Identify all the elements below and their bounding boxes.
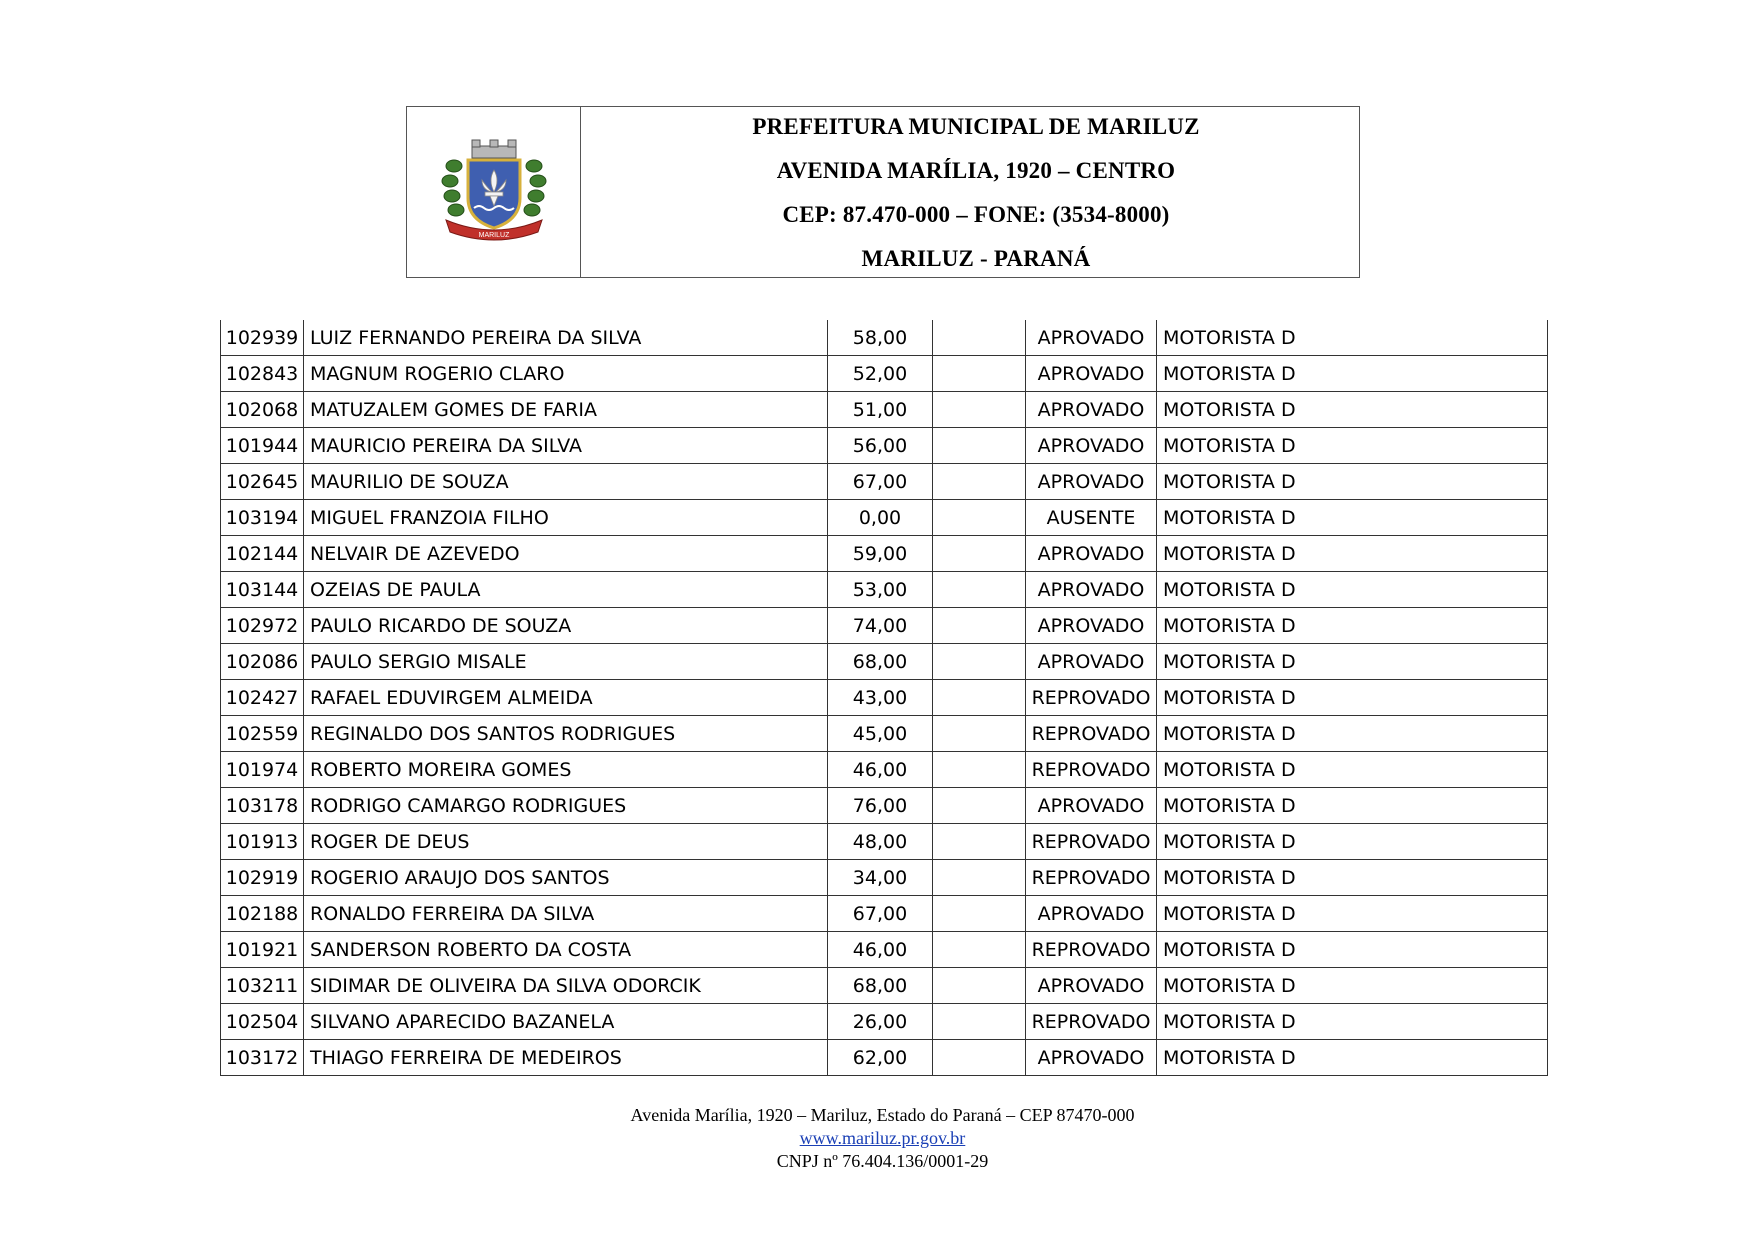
table-row [221,1004,1548,1040]
table-row [221,428,1548,464]
candidate-name-cell: RAFAEL EDUVIRGEM ALMEIDA [304,680,828,716]
candidate-id-cell: 102843 [221,356,304,392]
score-cell: 58,00 [828,320,933,356]
blank-cell [933,356,1026,392]
candidate-id-cell: 102919 [221,860,304,896]
blank-cell [933,788,1026,824]
score-cell: 56,00 [828,428,933,464]
candidate-id-cell: 101913 [221,824,304,860]
candidate-id-cell: 102939 [221,320,304,356]
status-cell: APROVADO [1026,1040,1157,1076]
blank-cell [933,608,1026,644]
status-cell: APROVADO [1026,644,1157,680]
candidate-name-cell: MATUZALEM GOMES DE FARIA [304,392,828,428]
candidate-id-cell: 102972 [221,608,304,644]
blank-cell [933,932,1026,968]
candidate-name-cell: MAURICIO PEREIRA DA SILVA [304,428,828,464]
blank-cell [933,896,1026,932]
blank-cell [933,1040,1026,1076]
status-cell: REPROVADO [1026,824,1157,860]
position-cell: MOTORISTA D [1157,644,1548,680]
table-row [221,788,1548,824]
crest-cell [407,107,581,277]
score-cell: 68,00 [828,644,933,680]
candidate-name-cell: RODRIGO CAMARGO RODRIGUES [304,788,828,824]
footer-website-link[interactable]: www.mariluz.pr.gov.br [799,1128,966,1148]
position-cell: MOTORISTA D [1157,536,1548,572]
results-table [220,320,1548,1076]
table-row [221,860,1548,896]
footer-cnpj: CNPJ nº 76.404.136/0001-29 [776,1151,989,1171]
table-row [221,464,1548,500]
score-cell: 34,00 [828,860,933,896]
status-cell: REPROVADO [1026,1004,1157,1040]
blank-cell [933,320,1026,356]
position-cell: MOTORISTA D [1157,968,1548,1004]
score-cell: 53,00 [828,572,933,608]
header-city-state: MARILUZ - PARANÁ [861,246,1091,271]
score-cell: 46,00 [828,932,933,968]
score-cell: 52,00 [828,356,933,392]
position-cell: MOTORISTA D [1157,716,1548,752]
candidate-name-cell: MAGNUM ROGERIO CLARO [304,356,828,392]
table-row [221,680,1548,716]
blank-cell [933,428,1026,464]
score-cell: 76,00 [828,788,933,824]
table-row [221,932,1548,968]
position-cell: MOTORISTA D [1157,1040,1548,1076]
table-row [221,536,1548,572]
position-cell: MOTORISTA D [1157,356,1548,392]
candidate-id-cell: 103211 [221,968,304,1004]
candidate-id-cell: 102504 [221,1004,304,1040]
blank-cell [933,572,1026,608]
score-cell: 67,00 [828,896,933,932]
status-cell: REPROVADO [1026,752,1157,788]
position-cell: MOTORISTA D [1157,1004,1548,1040]
candidate-name-cell: ROBERTO MOREIRA GOMES [304,752,828,788]
candidate-name-cell: PAULO SERGIO MISALE [304,644,828,680]
candidate-name-cell: ROGERIO ARAUJO DOS SANTOS [304,860,828,896]
position-cell: MOTORISTA D [1157,428,1548,464]
score-cell: 67,00 [828,464,933,500]
candidate-id-cell: 101921 [221,932,304,968]
table-row [221,320,1548,356]
table-row [221,356,1548,392]
score-cell: 0,00 [828,500,933,536]
candidate-name-cell: SIDIMAR DE OLIVEIRA DA SILVA ODORCIK [304,968,828,1004]
blank-cell [933,860,1026,896]
candidate-id-cell: 103144 [221,572,304,608]
position-cell: MOTORISTA D [1157,680,1548,716]
candidate-id-cell: 102188 [221,896,304,932]
position-cell: MOTORISTA D [1157,500,1548,536]
table-row [221,1040,1548,1076]
status-cell: APROVADO [1026,356,1157,392]
candidate-name-cell: MAURILIO DE SOUZA [304,464,828,500]
blank-cell [933,500,1026,536]
position-cell: MOTORISTA D [1157,320,1548,356]
score-cell: 45,00 [828,716,933,752]
candidate-name-cell: ROGER DE DEUS [304,824,828,860]
blank-cell [933,968,1026,1004]
status-cell: APROVADO [1026,320,1157,356]
results-table-body [221,320,1548,1076]
position-cell: MOTORISTA D [1157,464,1548,500]
position-cell: MOTORISTA D [1157,788,1548,824]
municipal-crest-logo [438,136,550,248]
blank-cell [933,716,1026,752]
candidate-id-cell: 102427 [221,680,304,716]
status-cell: APROVADO [1026,788,1157,824]
position-cell: MOTORISTA D [1157,860,1548,896]
table-row [221,824,1548,860]
score-cell: 48,00 [828,824,933,860]
status-cell: APROVADO [1026,608,1157,644]
candidate-name-cell: NELVAIR DE AZEVEDO [304,536,828,572]
blank-cell [933,1004,1026,1040]
candidate-name-cell: SILVANO APARECIDO BAZANELA [304,1004,828,1040]
blank-cell [933,680,1026,716]
letterhead [406,106,1360,278]
candidate-id-cell: 103178 [221,788,304,824]
table-row [221,572,1548,608]
table-row [221,968,1548,1004]
status-cell: REPROVADO [1026,932,1157,968]
status-cell: APROVADO [1026,392,1157,428]
status-cell: APROVADO [1026,428,1157,464]
table-row [221,608,1548,644]
candidate-name-cell: MIGUEL FRANZOIA FILHO [304,500,828,536]
blank-cell [933,392,1026,428]
status-cell: APROVADO [1026,536,1157,572]
candidate-id-cell: 102559 [221,716,304,752]
footer-address: Avenida Marília, 1920 – Mariluz, Estado do Paraná – CEP 87470-000 [630,1105,1135,1125]
status-cell: APROVADO [1026,464,1157,500]
table-row [221,392,1548,428]
table-row [221,716,1548,752]
candidate-name-cell: REGINALDO DOS SANTOS RODRIGUES [304,716,828,752]
status-cell: REPROVADO [1026,680,1157,716]
candidate-name-cell: RONALDO FERREIRA DA SILVA [304,896,828,932]
blank-cell [933,752,1026,788]
status-cell: APROVADO [1026,896,1157,932]
position-cell: MOTORISTA D [1157,896,1548,932]
candidate-name-cell: OZEIAS DE PAULA [304,572,828,608]
position-cell: MOTORISTA D [1157,932,1548,968]
header-address: AVENIDA MARÍLIA, 1920 – CENTRO [776,158,1176,183]
table-row [221,752,1548,788]
candidate-name-cell: THIAGO FERREIRA DE MEDEIROS [304,1040,828,1076]
candidate-id-cell: 102068 [221,392,304,428]
score-cell: 26,00 [828,1004,933,1040]
table-row [221,896,1548,932]
header-institution: PREFEITURA MUNICIPAL DE MARILUZ [752,114,1200,139]
candidate-name-cell: SANDERSON ROBERTO DA COSTA [304,932,828,968]
blank-cell [933,644,1026,680]
status-cell: APROVADO [1026,968,1157,1004]
blank-cell [933,536,1026,572]
blank-cell [933,464,1026,500]
status-cell: REPROVADO [1026,716,1157,752]
candidate-id-cell: 103172 [221,1040,304,1076]
page-footer [0,1104,1755,1173]
blank-cell [933,824,1026,860]
header-contact: CEP: 87.470-000 – FONE: (3534-8000) [782,202,1170,227]
score-cell: 46,00 [828,752,933,788]
status-cell: REPROVADO [1026,860,1157,896]
candidate-id-cell: 102645 [221,464,304,500]
position-cell: MOTORISTA D [1157,572,1548,608]
score-cell: 68,00 [828,968,933,1004]
candidate-id-cell: 101974 [221,752,304,788]
position-cell: MOTORISTA D [1157,824,1548,860]
position-cell: MOTORISTA D [1157,752,1548,788]
candidate-name-cell: LUIZ FERNANDO PEREIRA DA SILVA [304,320,828,356]
status-cell: APROVADO [1026,572,1157,608]
position-cell: MOTORISTA D [1157,392,1548,428]
score-cell: 51,00 [828,392,933,428]
candidate-id-cell: 102144 [221,536,304,572]
table-row [221,500,1548,536]
score-cell: 62,00 [828,1040,933,1076]
table-row [221,644,1548,680]
status-cell: AUSENTE [1026,500,1157,536]
crest-banner-text: MARILUZ [478,232,509,239]
position-cell: MOTORISTA D [1157,608,1548,644]
candidate-name-cell: PAULO RICARDO DE SOUZA [304,608,828,644]
score-cell: 43,00 [828,680,933,716]
candidate-id-cell: 102086 [221,644,304,680]
candidate-id-cell: 103194 [221,500,304,536]
candidate-id-cell: 101944 [221,428,304,464]
header-text-block [581,107,1359,277]
score-cell: 74,00 [828,608,933,644]
score-cell: 59,00 [828,536,933,572]
